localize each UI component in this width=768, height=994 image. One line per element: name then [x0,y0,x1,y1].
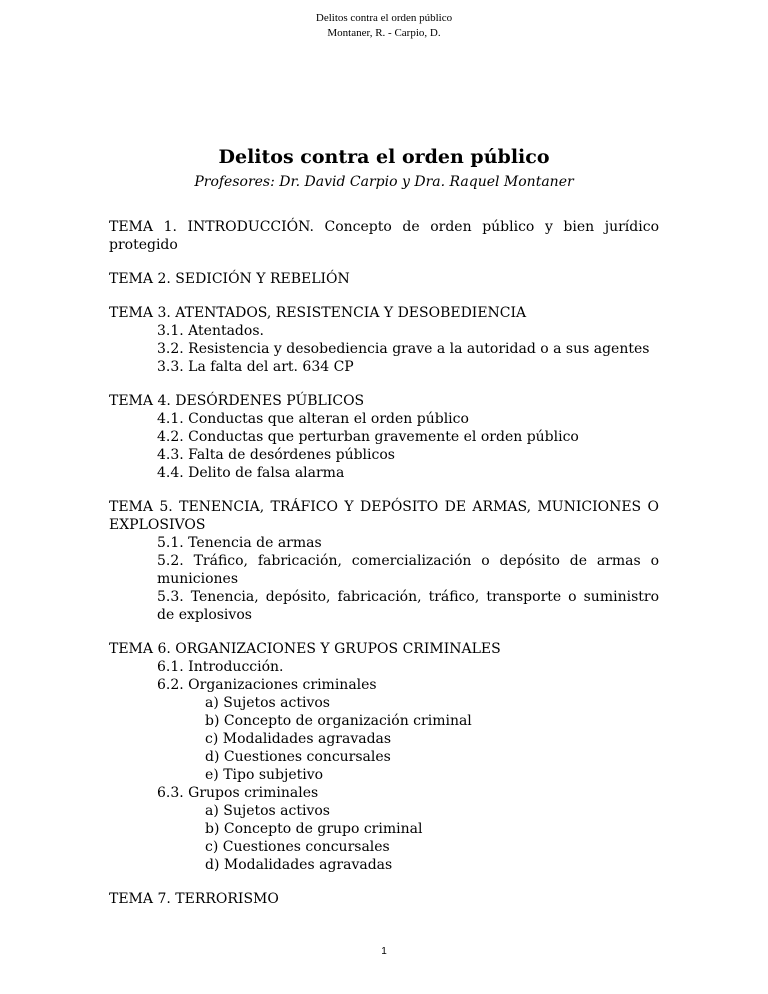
header-title: Delitos contra el orden público [315,12,453,24]
document-subtitle: Profesores: Dr. David Carpio y Dra. Raquel Montaner [194,174,574,190]
document-title: Delitos contra el orden público [218,146,550,168]
topic-item: 5.2. Tráfico, fabricación, comercialización o depósito de armas o municiones [157,553,659,587]
syllabus-content [109,218,659,924]
topic-subitem: c) Cuestiones concursales [205,839,390,855]
topic-item: 6.2. Organizaciones criminales [157,677,377,693]
topic-title: TEMA 2. SEDICIÓN Y REBELIÓN [109,271,350,287]
topic-subitem: a) Sujetos activos [205,695,330,711]
topic-block [109,640,659,874]
topic-item: 3.2. Resistencia y desobediencia grave a la autoridad o a sus agentes [157,341,650,357]
topic-title: TEMA 4. DESÓRDENES PÚBLICOS [109,393,365,409]
page-header [0,11,768,41]
topic-item: 4.1. Conductas que alteran el orden público [157,411,469,427]
topic-block [109,890,659,908]
topic-subitem: d) Modalidades agravadas [205,857,393,873]
topic-subitem: e) Tipo subjetivo [205,767,324,783]
topic-item: 3.3. La falta del art. 634 CP [157,359,354,375]
topic-subitem: d) Cuestiones concursales [205,749,391,765]
topic-subitem: c) Modalidades agravadas [205,731,392,747]
topic-block [109,304,659,376]
topic-item: 4.2. Conductas que perturban gravemente el orden público [157,429,579,445]
topic-title: TEMA 6. ORGANIZACIONES Y GRUPOS CRIMINALES [109,641,501,657]
topic-block [109,218,659,254]
topic-subitem: b) Concepto de grupo criminal [205,821,423,837]
topic-item: 4.3. Falta de desórdenes públicos [157,447,395,463]
page-number: 1 [381,946,387,957]
topic-item: 3.1. Atentados. [157,323,264,339]
topic-title: TEMA 3. ATENTADOS, RESISTENCIA Y DESOBEDIENCIA [109,305,527,321]
topic-subitem: b) Concepto de organización criminal [205,713,472,729]
header-authors: Montaner, R. - Carpio, D. [327,27,441,39]
topic-title: TEMA 5. TENENCIA, TRÁFICO Y DEPÓSITO DE ARMAS, MUNICIONES O EXPLOSIVOS [109,499,659,533]
topic-block [109,270,659,288]
topic-title: TEMA 7. TERRORISMO [109,891,279,907]
topic-block [109,392,659,482]
topic-item: 6.1. Introducción. [157,659,284,675]
topic-subitem: a) Sujetos activos [205,803,330,819]
topic-item: 4.4. Delito de falsa alarma [157,465,345,481]
topic-item: 6.3. Grupos criminales [157,785,319,801]
topic-item: 5.3. Tenencia, depósito, fabricación, tráfico, transporte o suministro de explosivos [157,589,659,623]
topic-block [109,498,659,624]
topic-item: 5.1. Tenencia de armas [157,535,322,551]
topic-title: TEMA 1. INTRODUCCIÓN. Concepto de orden público y bien jurídico protegido [109,219,659,253]
